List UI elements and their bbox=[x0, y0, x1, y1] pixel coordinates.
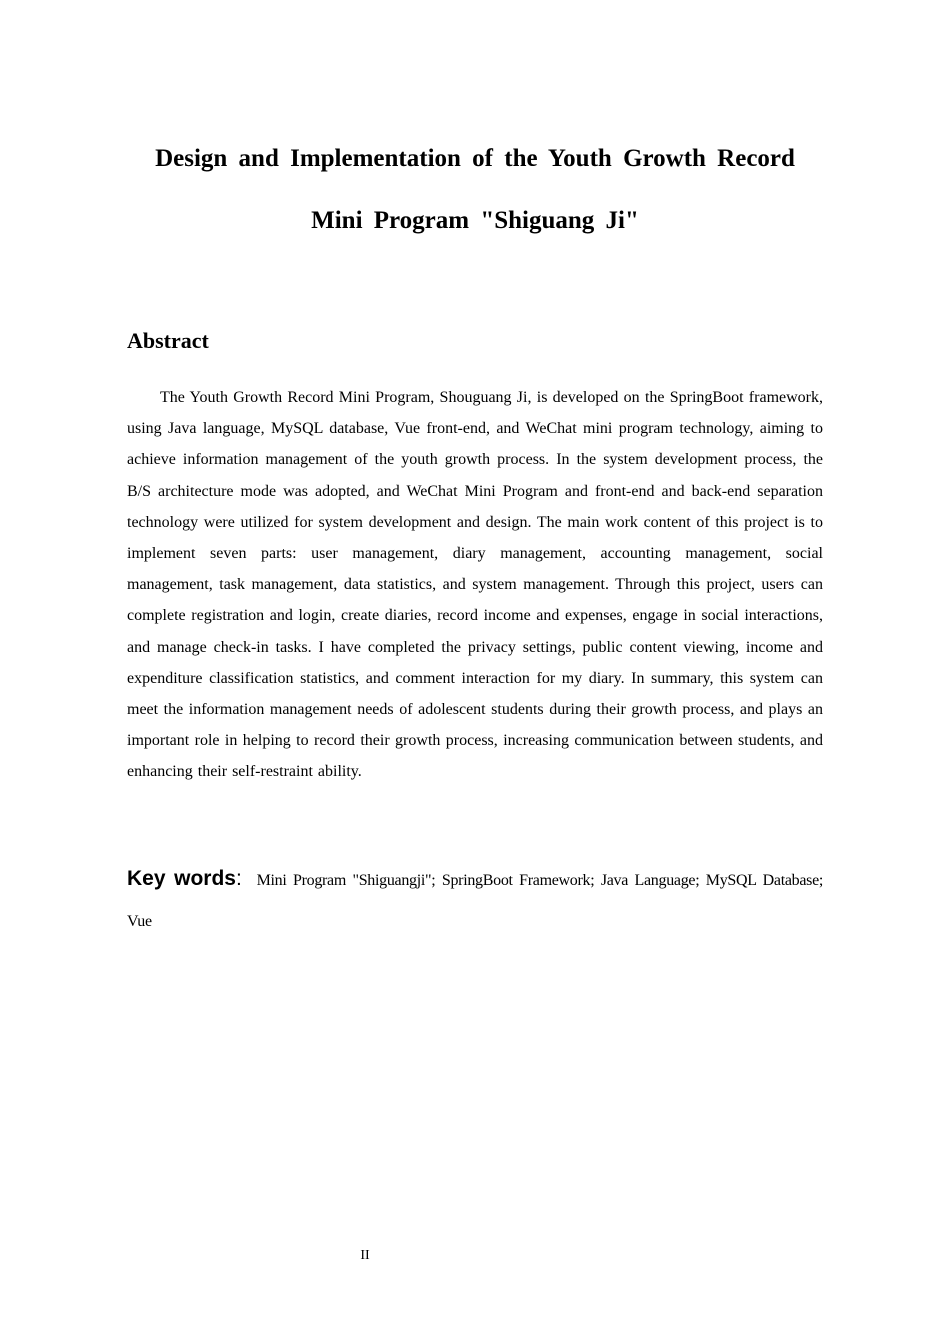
title-line-1: Design and Implementation of the Youth Growth Record bbox=[155, 145, 795, 172]
keywords-separator: : bbox=[235, 867, 242, 890]
keywords-label: Key words bbox=[127, 867, 236, 890]
keywords-list: Mini Program "Shiguangji"; SpringBoot Framework; Java Language; MySQL Database; Vue bbox=[127, 872, 824, 930]
title-line-2: Mini Program "Shiguang Ji" bbox=[311, 207, 639, 234]
abstract-paragraph: The Youth Growth Record Mini Program, Shouguang Ji, is developed on the SpringBoot framework, using Java language, MySQL database, Vue front-end, and WeChat mini program technology, aiming to achieve information management of the youth growth process. In the system development process, the B/S architecture mode was adopted, and WeChat Mini Program and front-end and back-end separation technology were utilized for system development and design. The main work content of this project is to implement seven parts: user management, diary management, accounting management, social management, task management, data statistics, and system management. Through this project, users can complete registration and login, create diaries, record income and expenses, engage in social interactions, and manage check-in tasks. I have completed the privacy settings, public content viewing, income and expenditure classification statistics, and comment interaction for my diary. In summary, this system can meet the information management needs of adolescent students during their growth process, and plays an important role in helping to record their growth process, increasing communication between students, and enhancing their self-restraint ability. bbox=[127, 389, 823, 781]
page-number: II bbox=[360, 1248, 370, 1263]
keywords-paragraph bbox=[127, 858, 823, 942]
document-title bbox=[127, 128, 823, 252]
abstract-heading: Abstract bbox=[127, 328, 209, 353]
